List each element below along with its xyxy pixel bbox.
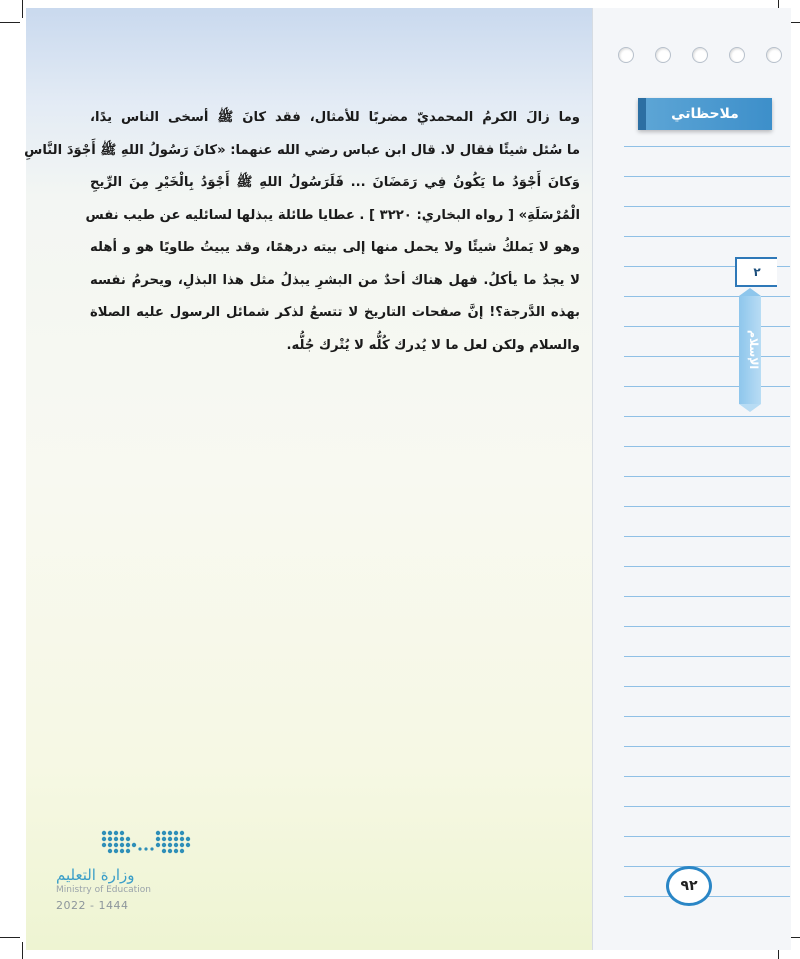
ministry-name-en: Ministry of Education [56,885,151,895]
ruled-line [624,296,790,297]
ruled-line [624,386,790,387]
crop-mark [22,942,23,959]
notes-sidebar [592,8,791,950]
ministry-name-ar: وزارة التعليم [56,866,135,884]
ruled-line [624,236,790,237]
ruled-line [624,656,790,657]
ribbon-label: الإسلام [747,330,760,370]
ruled-line [624,446,790,447]
ruled-line [624,716,790,717]
crop-mark [0,937,20,938]
ruled-line [624,746,790,747]
body-line: والسلام ولكن لعل ما لا يُدرك كُلُّه لا يُتْرك جُلُّه. [286,337,580,353]
ruled-line [624,596,790,597]
ruled-line [624,626,790,627]
ruled-line [624,206,790,207]
binder-hole-icon [655,47,671,63]
ruled-line [624,866,790,867]
page-number: ٩٢ [666,866,712,906]
ruled-line [624,506,790,507]
binder-hole-icon [729,47,745,63]
ruled-line [624,416,790,417]
body-line: بهذه الدَّرجة؟! إنَّ صفحات التاريخ لا تتسعُ لذكر شمائل الرسول عليه الصلاة [90,305,580,320]
ruled-line [624,536,790,537]
binder-hole-icon [618,47,634,63]
ruled-line [624,146,790,147]
body-line: وما زالَ الكرمُ المحمديّ مضربًا للأمثال، فقد كانَ ﷺ أسخى الناس يدًا، [90,110,580,125]
ruled-line [624,356,790,357]
notes-header: ملاحظاتي [638,98,772,130]
body-line: وَكانَ أَجْوَدُ ما يَكُونُ فِي رَمَضَانَ ... فَلَرَسُولُ اللهِ ﷺ أَجْوَدُ بِالْخَيْرِ مِنَ الرِّيحِ [90,175,580,190]
section-ribbon [739,296,761,404]
body-line: لا يجدُ ما يأكلُ. فهل هناك أحدٌ من البشرِ يبذلُ مثل هذا البذلِ، ويحرمُ نفسه [90,272,580,288]
ruled-line [624,806,790,807]
body-line: وهو لا يَملكُ شيئًا ولا يحمل منها إلى بيته درهمًا، وقد يبيتُ طاويًا هو و أهله [90,240,580,255]
ministry-year: 2022 - 1444 [56,899,129,912]
ruled-line [624,176,790,177]
section-number: ٢ [735,257,777,287]
ruled-line [624,326,790,327]
ministry-logo-icon [100,825,192,861]
body-line: ما سُئل شيئًا فقال لا. قال ابن عباس رضي الله عنهما: «كانَ رَسُولُ اللهِ ﷺ أَجْوَدَ النَّاسِ [24,142,580,158]
crop-mark [0,22,20,23]
ruled-line [624,476,790,477]
ruled-line [624,836,790,837]
body-line: الْمُرْسَلَةِ» [ رواه البخاري: ٣٢٢٠ ] . عطايا طائلة يبذلها لسائليه عن طيب نفس [85,207,580,223]
body-text [24,102,580,362]
ruled-line [624,776,790,777]
crop-mark [22,0,23,18]
ruled-line [624,566,790,567]
binder-hole-icon [692,47,708,63]
ruled-line [624,686,790,687]
binder-hole-icon [766,47,782,63]
